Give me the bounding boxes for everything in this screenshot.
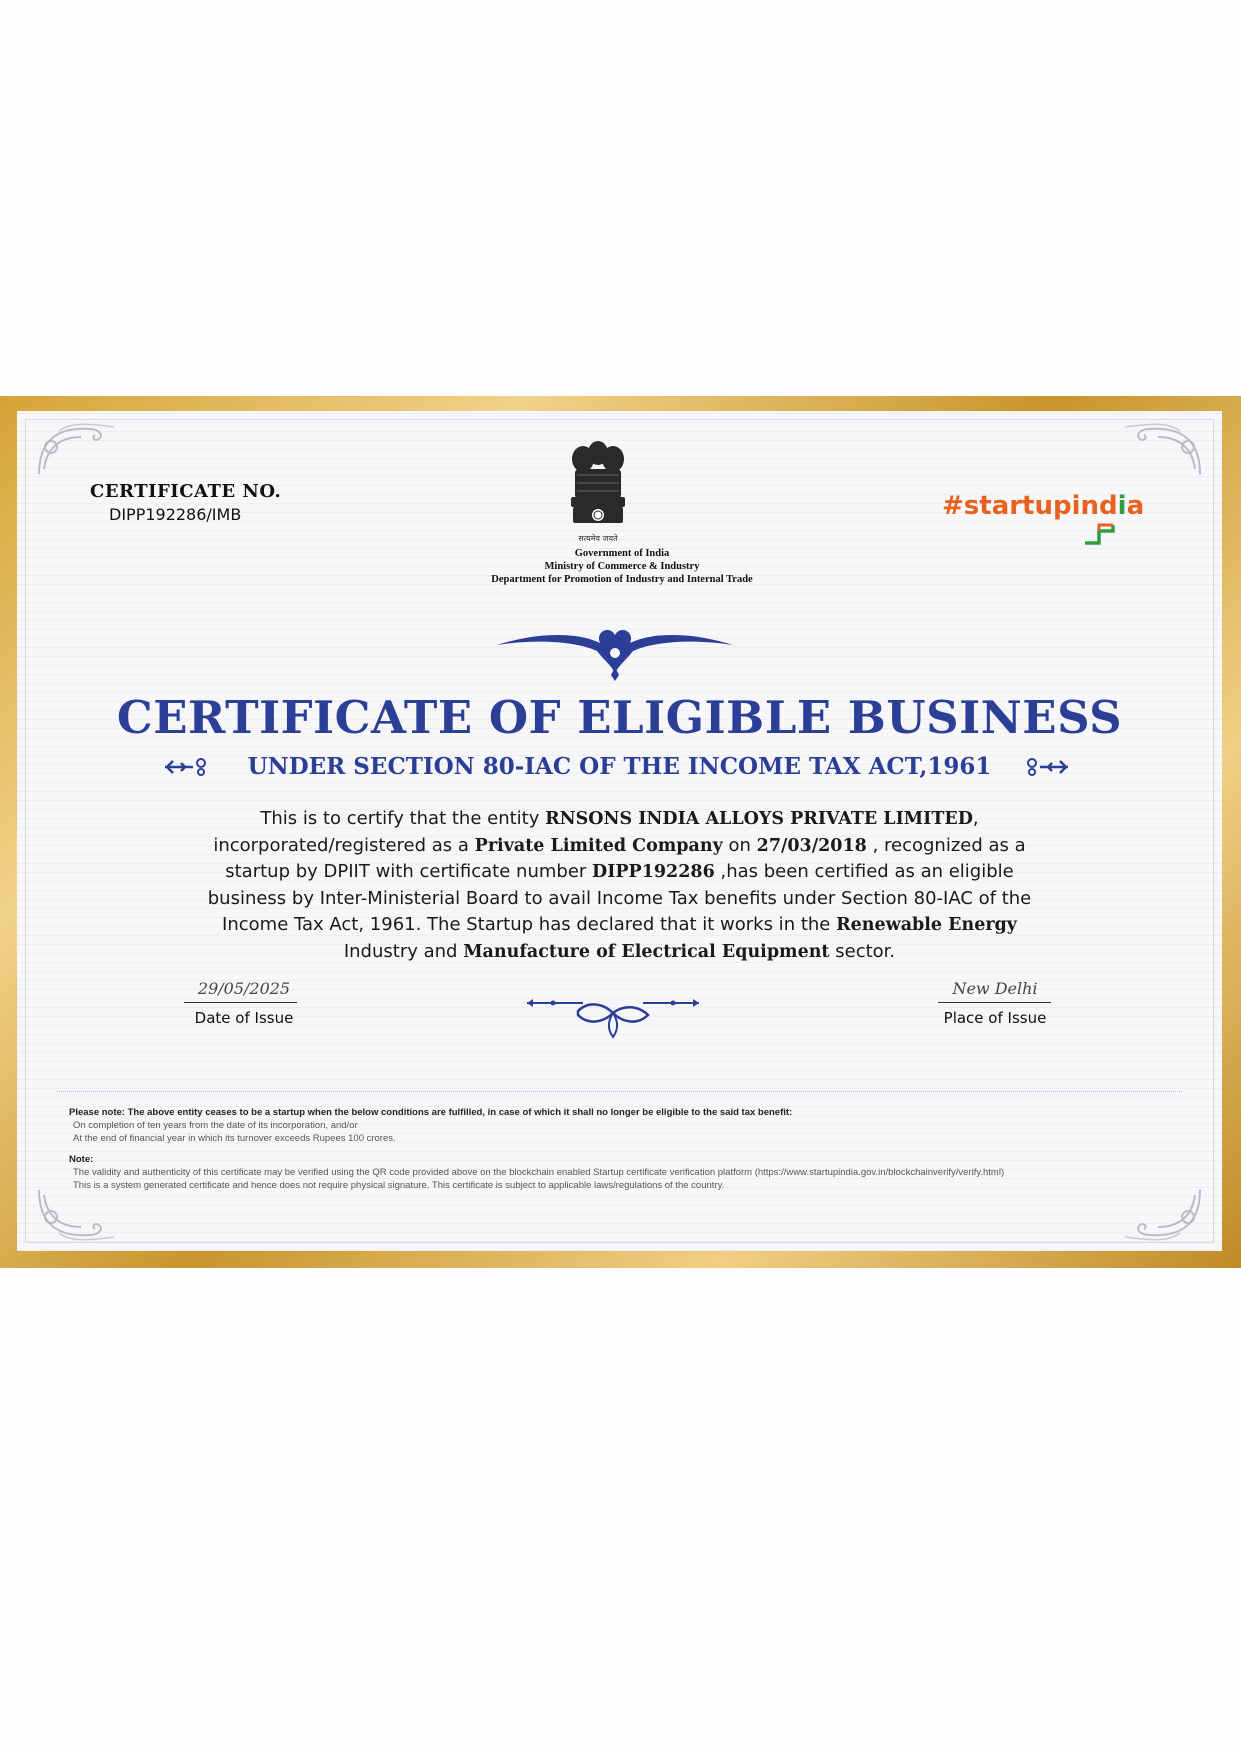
entity-name: RNSONS INDIA ALLOYS PRIVATE LIMITED	[545, 809, 973, 829]
issue-date-value: 29/05/2025	[197, 979, 291, 998]
logo-highlight: i	[1117, 491, 1127, 521]
body-text: , incorporated/registered as a	[213, 808, 979, 856]
sector-name: Manufacture of Electrical Equipment	[463, 941, 830, 962]
note-line: The validity and authenticity of this certificate may be verified using the QR code provided above on the blockchain enabled Startup certificate verification platform (https://www.startupindia.gov.in/blockchainverify/verify.html)	[73, 1167, 1005, 1178]
certificate-body	[187, 806, 1052, 965]
issue-place-label: Place of Issue	[943, 1009, 1047, 1027]
body-text: Industry and	[343, 940, 464, 962]
certificate-number-value: DIPP192286/IMB	[109, 505, 242, 524]
body-text: , recognized as a startup by DPIIT with certificate number	[225, 834, 1026, 882]
national-emblem-icon	[563, 435, 633, 535]
notes-gap	[69, 1145, 1189, 1153]
corner-flourish-icon	[1120, 419, 1210, 479]
gold-frame	[0, 396, 1241, 1268]
certificate-sheet	[17, 411, 1222, 1251]
body-text: This is to certify that the entity	[260, 808, 546, 829]
corner-flourish-icon	[29, 419, 119, 479]
corner-flourish-icon	[1120, 1185, 1210, 1245]
issue-place-value: New Delhi	[952, 979, 1038, 998]
certificate-subtitle: UNDER SECTION 80-IAC OF THE INCOME TAX ACT,1961	[247, 753, 992, 780]
notes-section	[69, 1106, 1189, 1192]
please-note-heading: Please note: The above entity ceases to be a startup when the below conditions are fulfilled, in case of which it shall no longer be eligible to the said tax benefit:	[69, 1107, 793, 1118]
dpiit-number: DIPP192286	[592, 862, 715, 882]
logo-prefix: #startupind	[942, 491, 1118, 521]
body-text: on	[722, 834, 757, 856]
flourish-right-icon	[1020, 755, 1070, 779]
industry-name: Renewable Energy	[836, 915, 1017, 935]
startupindia-step-icon	[1083, 523, 1119, 545]
signature-line	[938, 1002, 1051, 1003]
government-header	[397, 547, 847, 586]
logo-suffix: a	[1126, 491, 1145, 521]
note-condition: On completion of ten years from the date of its incorporation, and/or	[73, 1120, 358, 1131]
incorporation-date: 27/03/2018	[756, 835, 867, 856]
corner-flourish-icon	[29, 1185, 119, 1245]
signature-line	[184, 1002, 297, 1003]
notes-separator	[57, 1091, 1182, 1092]
emblem-motto: सत्यमेव जयते	[578, 534, 618, 543]
certificate-title: CERTIFICATE OF ELIGIBLE BUSINESS	[116, 691, 1123, 744]
note-condition: At the end of financial year in which its turnover exceeds Rupees 100 crores.	[73, 1133, 396, 1144]
ministry-line: Ministry of Commerce & Industry	[544, 561, 700, 572]
body-text: ,has been certified as an eligible business by Inter-Ministerial Board to avail Income Tax benefits under Section 80-IAC of the Income Tax Act, 1961. The Startup has declared that it works in the	[207, 861, 1032, 935]
note-line: This is a system generated certificate and hence does not require physical signature. This certificate is subject to applicable laws/regulations of the country.	[73, 1180, 725, 1191]
issue-date-label: Date of Issue	[194, 1009, 294, 1027]
ornament-divider-icon	[495, 623, 735, 683]
certificate-number-label: CERTIFICATE NO.	[90, 481, 282, 502]
company-type: Private Limited Company	[474, 835, 723, 856]
note-heading: Note:	[69, 1154, 94, 1165]
department-line: Department for Promotion of Industry and Internal Trade	[491, 574, 753, 585]
government-line: Government of India	[574, 548, 670, 559]
body-text: sector.	[829, 940, 896, 962]
startupindia-logo	[942, 491, 1144, 521]
ornament-bow-icon	[523, 991, 703, 1041]
